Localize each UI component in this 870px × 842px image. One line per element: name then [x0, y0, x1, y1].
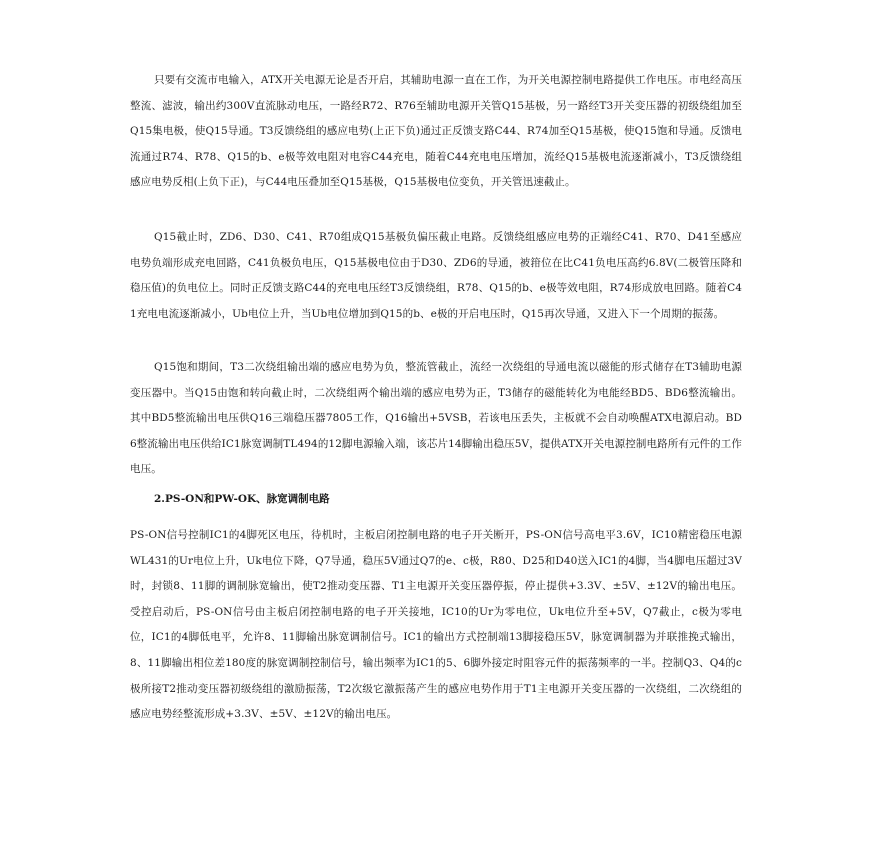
paragraph-ps-on-pwm: PS-ON信号控制IC1的4脚死区电压，待机时，主板启闭控制电路的电子开关断开，PS-ON信号高电平3.6V，IC10精密稳压电源WL431的Ur电位上升，Uk电位下降，Q7导通，稳压5V通过Q7的e、c极，R80、D25和D40送入IC1的4脚，当4脚电压超过3V时，封锁8、11脚的调制脉宽输出，使T2推动变压器、T1主电源开关变压器停振，停止提供+3.3V、±5V、±12V的输出电压。 受控启动后，PS-ON信号由主板启闭控制电路的电子开关接地，IC10的Ur为零电位，Uk电位升至+5V，Q7截止，c极为零电位，IC1的4脚低电平，允许8、11脚输出脉宽调制信号。IC1的输出方式控制端13脚接稳压5V，脉宽调制器为并联推挽式输出，8、11脚输出相位差180度的脉宽调制控制信号，输出频率为IC1的5、6脚外接定时阻容元件的振荡频率的一半。控制Q3、Q4的c极所接T2推动变压器初级绕组的激励振荡，T2次级它激振荡产生的感应电势作用于T1主电源开关变压器的一次绕组，二次绕组的感应电势经整流形成+3.3V、±5V、±12V的输出电压。	[130, 529, 742, 721]
paragraph-q15-saturation: Q15饱和期间，T3二次绕组输出端的感应电势为负，整流管截止，流经一次绕组的导通电流以磁能的形式储存在T3辅助电源变压器中。当Q15由饱和转向截止时，二次绕组两个输出端的感应电势为正，T3储存的磁能转化为电能经BD5、BD6整流输出。其中BD5整流输出电压供Q16三端稳压器7805工作，Q16输出+5VSB，若该电压丢失，主板就不会自动唤醒ATX电源启动。BD6整流输出电压供给IC1脉宽调制TL494的12脚电源输入端，该芯片14脚输出稳压5V，提供ATX开关电源控制电路所有元件的工作电压。	[130, 361, 742, 476]
section-heading: 2.PS-ON和PW-OK、脉宽调制电路	[154, 493, 330, 505]
paragraph-auxiliary-power-startup: 只要有交流市电输入，ATX开关电源无论是否开启，其辅助电源一直在工作，为开关电源控制电路提供工作电压。市电经高压整流、滤波，输出约300V直流脉动电压，一路经R72、R76至辅助电源开关管Q15基极，另一路经T3开关变压器的初级绕组加至Q15集电极，使Q15导通。T3反馈绕组的感应电势(上正下负)通过正反馈支路C44、R74加至Q15基极，使Q15饱和导通。反馈电流通过R74、R78、Q15的b、e极等效电阻对电容C44充电，随着C44充电电压增加，流经Q15基极电流逐渐减小，T3反馈绕组感应电势反相(上负下正)，与C44电压叠加至Q15基极，Q15基极电位变负，开关管迅速截止。	[130, 74, 742, 189]
paragraph-q15-cutoff: Q15截止时，ZD6、D30、C41、R70组成Q15基极负偏压截止电路。反馈绕组感应电势的正端经C41、R70、D41至感应电势负端形成充电回路，C41负极负电压，Q15基极电位由于D30、ZD6的导通，被箝位在比C41负电压高约6.8V(二极管压降和稳压值)的负电位上。同时正反馈支路C44的充电电压经T3反馈绕组，R78、Q15的b、e极等效电阻，R74形成放电回路。随着C41充电电流逐渐减小，Ub电位上升，当Ub电位增加到Q15的b、e极的开启电压时，Q15再次导通，又进入下一个周期的振荡。	[130, 231, 742, 320]
